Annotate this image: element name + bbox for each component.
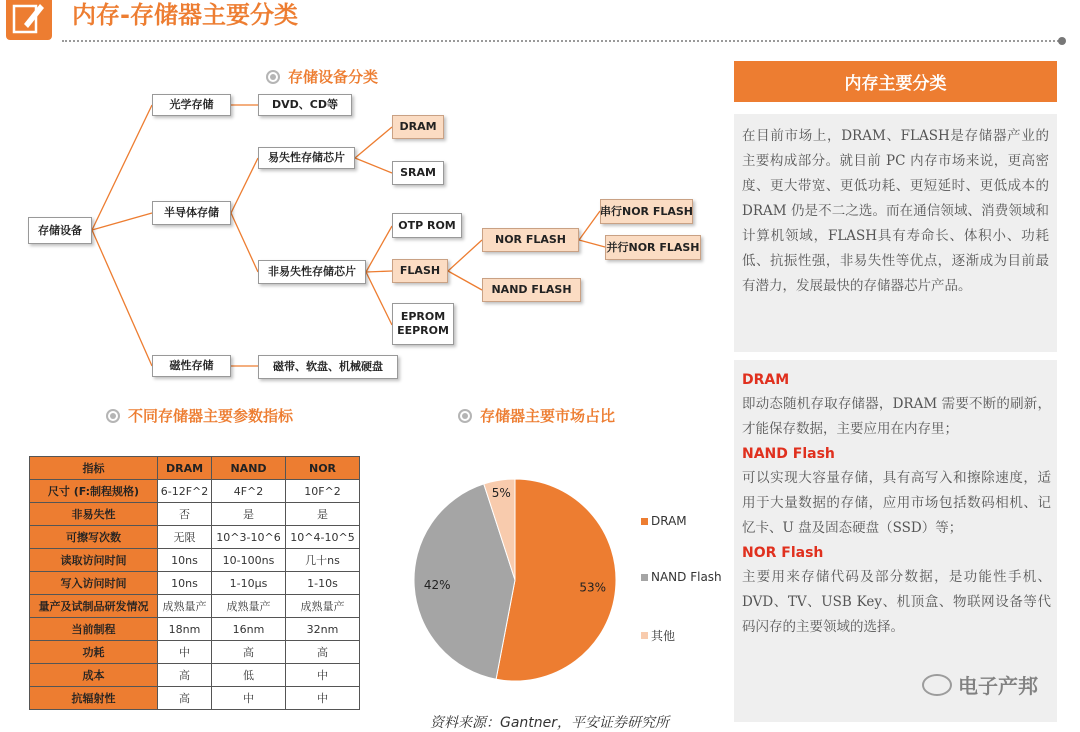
table-cell: 中 — [286, 664, 360, 687]
table-header-row — [30, 457, 360, 480]
legend-item — [641, 570, 722, 584]
table-cell: 成熟量产 — [286, 595, 360, 618]
table-cell: 1-10μs — [212, 572, 286, 595]
table-cell: 10^3-10^6 — [212, 526, 286, 549]
table-cell: 16nm — [212, 618, 286, 641]
table-cell: 中 — [212, 687, 286, 710]
market-share-pie-chart — [405, 470, 635, 700]
table-row — [30, 664, 360, 687]
definition-term-nor: NOR Flash — [742, 545, 824, 561]
pie-data-label: 53% — [579, 580, 606, 595]
table-cell: 高 — [212, 641, 286, 664]
table-cell: 10ns — [158, 549, 212, 572]
tree-node-eprom: EPROM — [400, 310, 446, 323]
bullet-icon — [106, 409, 120, 423]
table-cell: 32nm — [286, 618, 360, 641]
table-row-label: 非易失性 — [30, 503, 158, 526]
table-row — [30, 503, 360, 526]
legend-swatch — [641, 518, 648, 525]
table-header-cell: DRAM — [158, 457, 212, 480]
table-cell: 成熟量产 — [212, 595, 286, 618]
tree-node-volatile: 易失性存储芯片 — [258, 147, 355, 169]
panel-intro-text: 在目前市场上，DRAM、FLASH是存储器产业的主要构成部分。就目前 PC 内存市场来说，更高密度、更大带宽、更低功耗、更短延时、更低成本的DRAM 仍是不二之选。而在通信领域、消费领域和计算机领域，FLASH具有寿命长、体积小、功耗低、抗振性强，非易失性等优点，逐渐成为目前最有潜力，发展最快的存储器芯片产品。 — [742, 128, 1049, 294]
table-cell: 否 — [158, 503, 212, 526]
pie-data-label: 5% — [491, 486, 511, 501]
table-row-label: 成本 — [30, 664, 158, 687]
tree-node-parallel-nor: 并行NOR FLASH — [605, 235, 701, 260]
tree-node-optical: 光学存储 — [152, 94, 231, 116]
definition-desc-dram: 即动态随机存取存储器，DRAM 需要不断的刷新，才能保存数据，主要应用在内存里； — [742, 396, 1051, 437]
table-row-label: 功耗 — [30, 641, 158, 664]
table-cell: 18nm — [158, 618, 212, 641]
definition-desc-nand: 可以实现大容量存储，具有高写入和擦除速度，适用于大量数据的存储，应用市场包括数码相机、记忆卡、U 盘及固态硬盘（SSD）等； — [742, 470, 1051, 536]
pie-data-label: 42% — [423, 577, 451, 592]
legend-label: 其他 — [651, 629, 676, 643]
table-cell: 是 — [286, 503, 360, 526]
section-params — [106, 405, 293, 426]
table-cell: 6-12F^2 — [158, 480, 212, 503]
tree-node-eeprom: EEPROM — [397, 324, 449, 337]
section-classification-title: 存储设备分类 — [288, 68, 379, 86]
panel-intro — [734, 114, 1057, 352]
tree-node-eprom-eeprom — [392, 303, 454, 345]
table-row-label: 可擦写次数 — [30, 526, 158, 549]
header-divider-dot — [1058, 37, 1066, 45]
legend-swatch — [641, 574, 648, 581]
legend-label: DRAM — [651, 514, 687, 528]
legend-item — [641, 627, 675, 644]
tree-node-otp-rom: OTP ROM — [392, 213, 462, 238]
table-row — [30, 618, 360, 641]
legend-item — [641, 514, 687, 528]
table-row-label: 写入访问时间 — [30, 572, 158, 595]
table-row — [30, 687, 360, 710]
tree-node-magnetic: 磁性存储 — [152, 355, 231, 377]
table-row-label: 读取访问时间 — [30, 549, 158, 572]
tree-node-nonvolatile: 非易失性存储芯片 — [258, 260, 366, 284]
table-row — [30, 480, 360, 503]
tree-node-root: 存储设备 — [28, 217, 92, 244]
legend-label: NAND Flash — [651, 570, 722, 584]
table-cell: 中 — [286, 687, 360, 710]
tree-node-nand-flash: NAND FLASH — [482, 278, 581, 302]
page-title: 内存-存储器主要分类 — [72, 1, 298, 29]
tree-node-optical-leaf: DVD、CD等 — [258, 94, 352, 116]
table-cell: 成熟量产 — [158, 595, 212, 618]
table-row-label: 抗辐射性 — [30, 687, 158, 710]
table-cell: 是 — [212, 503, 286, 526]
table-cell: 10-100ns — [212, 549, 286, 572]
table-cell: 无限 — [158, 526, 212, 549]
section-market-title: 存储器主要市场占比 — [480, 407, 616, 425]
tree-node-semiconductor: 半导体存储 — [152, 201, 231, 225]
watermark — [922, 670, 1038, 699]
tree-node-sram: SRAM — [392, 161, 444, 185]
definition-term-nand: NAND Flash — [742, 446, 835, 462]
table-cell: 低 — [212, 664, 286, 687]
table-row-label: 当前制程 — [30, 618, 158, 641]
source-note: 资料来源：Gantner，平安证券研究所 — [430, 715, 670, 731]
table-cell: 高 — [286, 641, 360, 664]
table-header-cell: NAND — [212, 457, 286, 480]
panel-title: 内存主要分类 — [734, 61, 1057, 102]
definition-term-dram: DRAM — [742, 372, 790, 388]
table-cell: 10F^2 — [286, 480, 360, 503]
table-row — [30, 526, 360, 549]
table-cell: 10^4-10^5 — [286, 526, 360, 549]
section-market — [458, 405, 615, 426]
table-row — [30, 549, 360, 572]
tree-node-serial-nor: 串行NOR FLASH — [600, 199, 693, 224]
table-row — [30, 572, 360, 595]
table-row-label: 量产及试制品研发情况 — [30, 595, 158, 618]
table-header-cell: NOR — [286, 457, 360, 480]
table-cell: 高 — [158, 664, 212, 687]
params-table — [29, 456, 360, 710]
tree-node-flash: FLASH — [392, 259, 448, 283]
table-cell: 10ns — [158, 572, 212, 595]
chat-bubble-icon — [922, 674, 952, 696]
panel-definitions — [734, 360, 1057, 722]
table-row — [30, 595, 360, 618]
table-cell: 几十ns — [286, 549, 360, 572]
watermark-text: 电子产邦 — [958, 674, 1038, 698]
table-cell: 1-10s — [286, 572, 360, 595]
table-cell: 4F^2 — [212, 480, 286, 503]
tree-node-dram: DRAM — [392, 115, 444, 139]
tree-node-magnetic-leaf: 磁带、软盘、机械硬盘 — [258, 355, 398, 379]
table-row — [30, 641, 360, 664]
table-cell: 中 — [158, 641, 212, 664]
legend-swatch — [641, 632, 648, 639]
table-row-label: 尺寸 (F:制程规格) — [30, 480, 158, 503]
table-header-cell: 指标 — [30, 457, 158, 480]
definition-desc-nor: 主要用来存储代码及部分数据，是功能性手机、DVD、TV、USB Key、机顶盒、物联网设备等代码闪存的主要领域的选择。 — [742, 569, 1051, 635]
section-params-title: 不同存储器主要参数指标 — [128, 407, 294, 425]
bullet-icon — [458, 409, 472, 423]
table-cell: 高 — [158, 687, 212, 710]
tree-node-nor-flash: NOR FLASH — [482, 228, 579, 252]
